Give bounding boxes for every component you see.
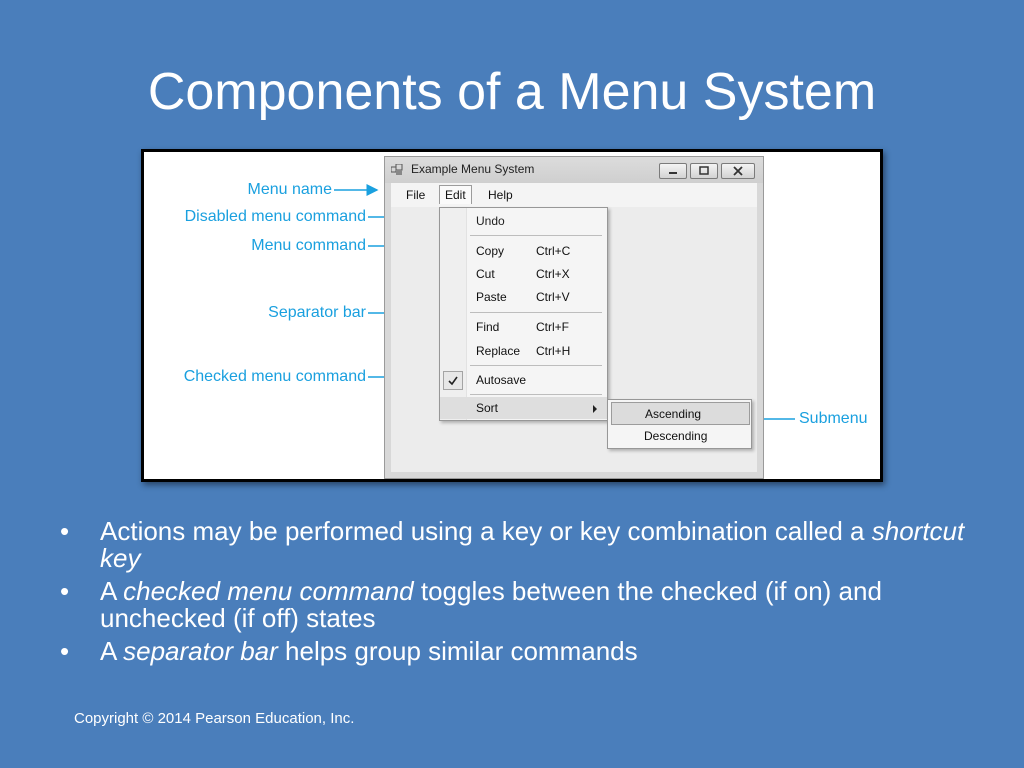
menu-item-label: Cut [476, 267, 495, 281]
menu-item-replace[interactable] [440, 340, 607, 362]
maximize-button[interactable] [690, 163, 718, 179]
menu-edit[interactable]: Edit [439, 185, 472, 204]
checkmark-icon [444, 372, 462, 389]
window-title: Example Menu System [411, 162, 535, 176]
annotation-submenu: Submenu [799, 410, 868, 427]
separator-bar [470, 394, 602, 395]
edit-menu-dropdown [439, 207, 608, 421]
annotation-menu-command: Menu command [251, 237, 366, 254]
annotation-checked-menu-command: Checked menu command [183, 368, 366, 385]
bullet-emphasis: separator bar [123, 636, 278, 666]
menu-item-label: Autosave [476, 373, 527, 387]
slide-title: Components of a Menu System [147, 63, 877, 121]
bullet-dot: • [60, 576, 70, 606]
shortcut-key: Ctrl+C [536, 244, 571, 258]
submenu-item-descending[interactable] [611, 425, 748, 446]
bullet-item [60, 518, 980, 572]
submenu-item-ascending[interactable] [611, 402, 750, 425]
bullet-dot: • [60, 516, 70, 546]
menu-file[interactable]: File [406, 188, 426, 202]
menu-item-autosave[interactable] [440, 369, 607, 391]
menu-item-cut[interactable] [440, 263, 607, 285]
menu-item-label: Paste [476, 290, 507, 304]
submenu-item-label: Ascending [645, 407, 702, 421]
separator-bar [470, 365, 602, 366]
shortcut-key: Ctrl+X [536, 267, 570, 281]
bullet-emphasis: checked menu command [123, 576, 414, 606]
shortcut-key: Ctrl+V [536, 290, 570, 304]
annotation-separator-bar: Separator bar [268, 304, 366, 321]
copyright-notice: Copyright © 2014 Pearson Education, Inc. [74, 710, 355, 727]
menu-item-copy[interactable] [440, 240, 607, 262]
menu-item-undo[interactable] [440, 210, 607, 232]
menu-item-label: Replace [476, 344, 521, 358]
example-window [384, 156, 764, 479]
annotation-menu-name: Menu name [247, 181, 332, 198]
bullet-text: A [100, 636, 124, 666]
menu-item-label: Undo [476, 214, 505, 228]
sort-submenu [607, 399, 752, 449]
separator-bar [470, 235, 602, 236]
menu-item-label: Copy [476, 244, 505, 258]
annotation-disabled-menu-command: Disabled menu command [184, 208, 366, 225]
minimize-button[interactable] [659, 163, 687, 179]
bullet-text: helps group similar commands [277, 636, 638, 666]
menu-item-find[interactable] [440, 316, 607, 338]
bullet-list [60, 518, 980, 671]
bullet-text: toggles between the checked (if on) and unchecked (if off) states [100, 576, 882, 633]
shortcut-key: Ctrl+F [536, 320, 569, 334]
bullet-text: Actions may be performed using a key or key combination called a [100, 516, 872, 546]
menu-item-label: Sort [476, 401, 499, 415]
menu-item-label: Find [476, 320, 500, 334]
submenu-item-label: Descending [644, 429, 708, 443]
close-button[interactable] [721, 163, 755, 179]
minimize-icon [660, 164, 686, 178]
menubar [391, 183, 757, 207]
bullet-item [60, 638, 980, 665]
menu-system-figure [141, 149, 883, 482]
bullet-text: A [100, 576, 124, 606]
menu-help[interactable]: Help [488, 188, 513, 202]
bullet-emphasis: shortcut key [100, 516, 965, 573]
submenu-arrow-icon [593, 405, 597, 413]
bullet-dot: • [60, 636, 70, 666]
close-icon [722, 164, 754, 178]
app-icon [391, 164, 403, 176]
shortcut-key: Ctrl+H [536, 344, 571, 358]
menu-item-sort[interactable] [440, 397, 607, 419]
check-mark-box [443, 371, 463, 390]
maximize-icon [691, 164, 717, 178]
window-titlebar[interactable] [385, 157, 763, 183]
bullet-item [60, 578, 980, 632]
menu-item-paste[interactable] [440, 286, 607, 308]
window-client-area [391, 183, 757, 472]
separator-bar [470, 312, 602, 313]
